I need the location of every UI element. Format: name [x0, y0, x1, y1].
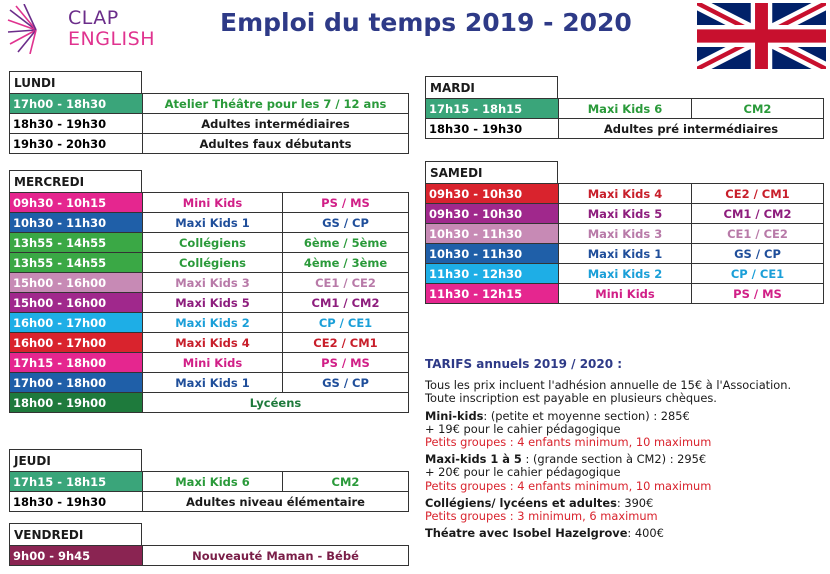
time-cell: 13h55 - 14h55	[10, 253, 143, 273]
day-label-samedi: SAMEDI	[425, 161, 558, 183]
level-cell: PS / MS	[283, 353, 409, 373]
table-row	[426, 99, 824, 119]
tarif-maxi-kids	[425, 453, 825, 493]
table-row	[10, 373, 409, 393]
class-cell: Adultes niveau élémentaire	[143, 492, 409, 512]
clap-english-logo-icon	[6, 4, 64, 54]
table-row	[426, 184, 824, 204]
class-cell: Maxi Kids 1	[143, 213, 283, 233]
tarif-theatre-text: : 400€	[627, 526, 664, 541]
level-cell: CE1 / CE2	[692, 224, 824, 244]
table-row	[10, 472, 409, 492]
uk-flag-icon	[697, 3, 826, 69]
tarif-col-groups: Petits groupes : 3 minimum, 6 maximum	[425, 509, 658, 524]
tarif-mini-extra: + 19€ pour le cahier pédagogique	[425, 421, 621, 436]
time-cell: 17h15 - 18h15	[10, 472, 143, 492]
class-cell: Mini Kids	[143, 193, 283, 213]
class-cell: Collégiens	[143, 253, 283, 273]
level-cell: GS / CP	[692, 244, 824, 264]
class-cell: Maxi Kids 1	[559, 244, 692, 264]
class-cell: Maxi Kids 1	[143, 373, 283, 393]
level-cell: CP / CE1	[283, 313, 409, 333]
time-cell: 11h30 - 12h15	[426, 284, 559, 304]
time-cell: 18h00 - 19h00	[10, 393, 143, 413]
schedule-table-jeudi	[9, 471, 409, 512]
logo-word-clap: CLAP	[68, 7, 119, 29]
time-cell: 13h55 - 14h55	[10, 233, 143, 253]
schedule-table-mercredi	[9, 192, 409, 413]
level-cell: CE2 / CM1	[283, 333, 409, 353]
class-cell: Lycéens	[143, 393, 409, 413]
table-row	[426, 224, 824, 244]
table-row	[10, 353, 409, 373]
table-row	[10, 293, 409, 313]
level-cell: CE2 / CM1	[692, 184, 824, 204]
level-cell: CM2	[692, 99, 824, 119]
level-cell: 6ème / 5ème	[283, 233, 409, 253]
class-cell: Maxi Kids 6	[559, 99, 692, 119]
class-cell: Maxi Kids 5	[143, 293, 283, 313]
class-cell: Maxi Kids 3	[559, 224, 692, 244]
time-cell: 09h30 - 10h30	[426, 204, 559, 224]
class-cell: Collégiens	[143, 233, 283, 253]
tarif-maxi-extra: + 20€ pour le cahier pédagogique	[425, 465, 621, 480]
level-cell: PS / MS	[692, 284, 824, 304]
level-cell: GS / CP	[283, 373, 409, 393]
table-row	[10, 393, 409, 413]
tarif-maxi-groups: Petits groupes : 4 enfants minimum, 10 maximum	[425, 478, 712, 493]
table-row	[10, 114, 409, 134]
schedule-table-lundi	[9, 93, 409, 154]
table-row	[10, 193, 409, 213]
time-cell: 16h00 - 17h00	[10, 333, 143, 353]
time-cell: 10h30 - 11h30	[426, 224, 559, 244]
table-row	[426, 284, 824, 304]
tarifs-intro-2: Toute inscription est payable en plusieurs chèques.	[425, 391, 717, 406]
class-cell: Adultes faux débutants	[143, 134, 409, 154]
tarif-maxi-label: Maxi-kids 1 à 5	[425, 452, 522, 467]
tarifs-intro-1: Tous les prix incluent l'adhésion annuelle de 15€ à l'Association.	[425, 378, 792, 393]
time-cell: 18h30 - 19h30	[10, 492, 143, 512]
table-row	[426, 119, 824, 139]
class-cell: Maxi Kids 3	[143, 273, 283, 293]
tarif-col-label: Collégiens/ lycéens et adultes	[425, 495, 617, 510]
time-cell: 11h30 - 12h30	[426, 264, 559, 284]
table-row	[10, 94, 409, 114]
time-cell: 9h00 - 9h45	[10, 546, 143, 566]
table-row	[426, 264, 824, 284]
table-row	[10, 233, 409, 253]
tarif-col-text: : 390€	[616, 495, 654, 510]
level-cell: CM1 / CM2	[692, 204, 824, 224]
tarif-collegiens	[425, 497, 825, 523]
tarif-theatre-label: Théatre avec Isobel Hazelgrove	[425, 526, 628, 541]
tarif-mini-text: : (petite et moyenne section) : 285€	[483, 408, 690, 423]
tarifs-section	[425, 358, 825, 540]
tarif-theatre	[425, 527, 825, 540]
tarifs-heading: TARIFS annuels 2019 / 2020 :	[425, 357, 623, 371]
time-cell: 09h30 - 10h15	[10, 193, 143, 213]
logo-word-english: ENGLISH	[68, 28, 155, 50]
class-cell: Maxi Kids 6	[143, 472, 283, 492]
time-cell: 15h00 - 16h00	[10, 273, 143, 293]
table-row	[426, 204, 824, 224]
level-cell: CE1 / CE2	[283, 273, 409, 293]
class-cell: Maxi Kids 4	[559, 184, 692, 204]
page-title: Emploi du temps 2019 - 2020	[220, 8, 632, 37]
time-cell: 17h15 - 18h15	[426, 99, 559, 119]
time-cell: 17h00 - 18h30	[10, 94, 143, 114]
table-row	[10, 492, 409, 512]
time-cell: 18h30 - 19h30	[426, 119, 559, 139]
tarif-mini-label: Mini-kids	[425, 408, 484, 423]
class-cell: Mini Kids	[143, 353, 283, 373]
table-row	[10, 253, 409, 273]
tarif-mini-groups: Petits groupes : 4 enfants minimum, 10 maximum	[425, 435, 712, 450]
time-cell: 15h00 - 16h00	[10, 293, 143, 313]
table-row	[10, 546, 409, 566]
level-cell: CP / CE1	[692, 264, 824, 284]
table-row	[10, 273, 409, 293]
level-cell: CM1 / CM2	[283, 293, 409, 313]
class-cell: Nouveauté Maman - Bébé	[143, 546, 409, 566]
class-cell: Adultes intermédiaires	[143, 114, 409, 134]
class-cell: Mini Kids	[559, 284, 692, 304]
schedule-table-mardi	[425, 98, 824, 139]
level-cell: PS / MS	[283, 193, 409, 213]
time-cell: 09h30 - 10h30	[426, 184, 559, 204]
class-cell: Maxi Kids 5	[559, 204, 692, 224]
day-label-mercredi: MERCREDI	[9, 170, 142, 192]
time-cell: 10h30 - 11h30	[426, 244, 559, 264]
level-cell: GS / CP	[283, 213, 409, 233]
table-row	[10, 313, 409, 333]
schedule-table-vendredi	[9, 545, 409, 566]
table-row	[10, 333, 409, 353]
level-cell: CM2	[283, 472, 409, 492]
tarif-maxi-text: : (grande section à CM2) : 295€	[521, 452, 707, 467]
level-cell: 4ème / 3ème	[283, 253, 409, 273]
day-label-jeudi: JEUDI	[9, 449, 142, 471]
time-cell: 18h30 - 19h30	[10, 114, 143, 134]
tarif-mini-kids	[425, 410, 825, 450]
time-cell: 16h00 - 17h00	[10, 313, 143, 333]
class-cell: Atelier Théâtre pour les 7 / 12 ans	[143, 94, 409, 114]
time-cell: 10h30 - 11h30	[10, 213, 143, 233]
time-cell: 17h15 - 18h00	[10, 353, 143, 373]
day-label-mardi: MARDI	[425, 76, 558, 98]
class-cell: Maxi Kids 2	[143, 313, 283, 333]
table-row	[426, 244, 824, 264]
time-cell: 19h30 - 20h30	[10, 134, 143, 154]
class-cell: Maxi Kids 2	[559, 264, 692, 284]
time-cell: 17h00 - 18h00	[10, 373, 143, 393]
day-label-vendredi: VENDREDI	[9, 523, 142, 545]
table-row	[10, 213, 409, 233]
class-cell: Maxi Kids 4	[143, 333, 283, 353]
class-cell: Adultes pré intermédiaires	[559, 119, 824, 139]
schedule-table-samedi	[425, 183, 824, 304]
table-row	[10, 134, 409, 154]
day-label-lundi: LUNDI	[9, 71, 142, 93]
